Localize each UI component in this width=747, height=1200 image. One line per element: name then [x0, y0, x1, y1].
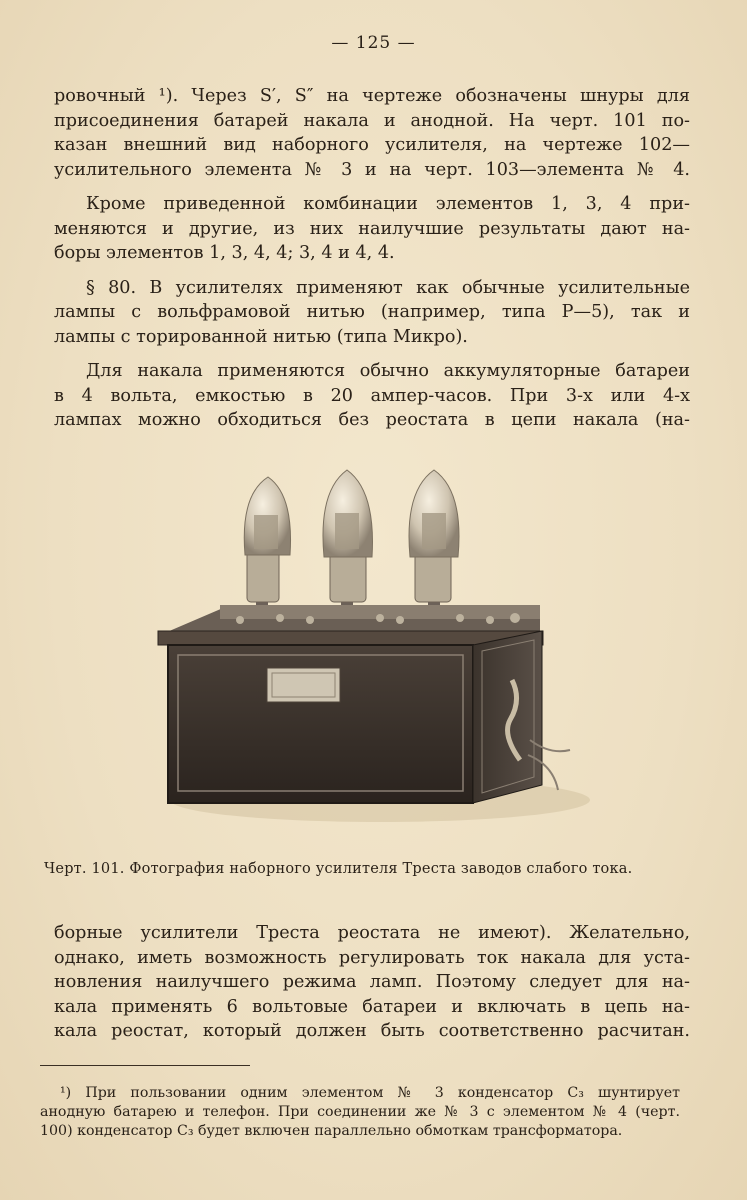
- text-line: лампах можно обходиться без реостата в цепи накала (на-: [54, 410, 690, 430]
- footnote-divider: [40, 1065, 250, 1066]
- text-line: лампы с вольфрамовой нитью (например, типа P—5), так и: [54, 302, 690, 322]
- page-number: — 125 —: [331, 33, 416, 53]
- text-line: кала реостат, который должен быть соответственно расчитан.: [54, 1021, 690, 1041]
- text-line: присоединения батарей накала и анодной. На черт. 101 по-: [54, 110, 690, 131]
- bottom-text-block: [54, 921, 690, 1044]
- text-line: однако, иметь возможность регулировать ток накала для уста-: [54, 947, 690, 968]
- text-line: ровочный ¹). Через S′, S″ на чертеже обозначены шнуры для: [54, 86, 690, 106]
- text-line: Кроме приведенной комбинации элементов 1, 3, 4 при-: [86, 194, 690, 214]
- text-line: лампы с торированной нитью (типа Микро).: [54, 326, 468, 347]
- text-line: новления наилучшего режима ламп. Поэтому следует для на-: [54, 972, 690, 992]
- top-text-block: [54, 84, 690, 443]
- footnote-line: 100) конденсатор C₃ будет включен параллельно обмоткам трансформатора.: [40, 1123, 623, 1139]
- amplifier-photo-icon: [150, 455, 590, 845]
- text-line: Для накала применяются обычно аккумуляторные батареи: [86, 361, 690, 381]
- footnote: [40, 1084, 680, 1141]
- text-line: § 80. В усилителях применяют как обычные усилительные: [86, 277, 690, 298]
- paragraph-3: [54, 276, 690, 350]
- text-line: усилительного элемента № 3 и на черт. 103—элемента № 4.: [54, 159, 690, 180]
- footnote-line: ¹) При пользовании одним элементом № 3 конденсатор C₃ шунтирует: [60, 1085, 680, 1101]
- text-line: казан внешний вид наборного усилителя, на чертеже 102—: [54, 135, 690, 155]
- paragraph-4: [54, 359, 690, 433]
- text-line: борные усилители Треста реостата не имеют). Желательно,: [54, 923, 690, 943]
- figure-caption: Черт. 101. Фотография наборного усилителя Треста заводов слабого тока.: [44, 861, 633, 877]
- paragraph-2: [54, 192, 690, 266]
- paragraph-1: [54, 84, 690, 182]
- text-line: кала применять 6 вольтовые батареи и включать в цепь на-: [54, 996, 690, 1017]
- text-line: меняются и другие, из них наилучшие результаты дают на-: [54, 218, 690, 239]
- footnote-line: анодную батарею и телефон. При соединении же № 3 с элементом № 4 (черт.: [40, 1104, 680, 1120]
- text-line: боры элементов 1, 3, 4, 4; 3, 4 и 4, 4.: [54, 243, 395, 263]
- amplifier-photo: [150, 455, 590, 845]
- text-line: в 4 вольта, емкостью в 20 ампер-часов. При 3-х или 4-х: [54, 385, 690, 406]
